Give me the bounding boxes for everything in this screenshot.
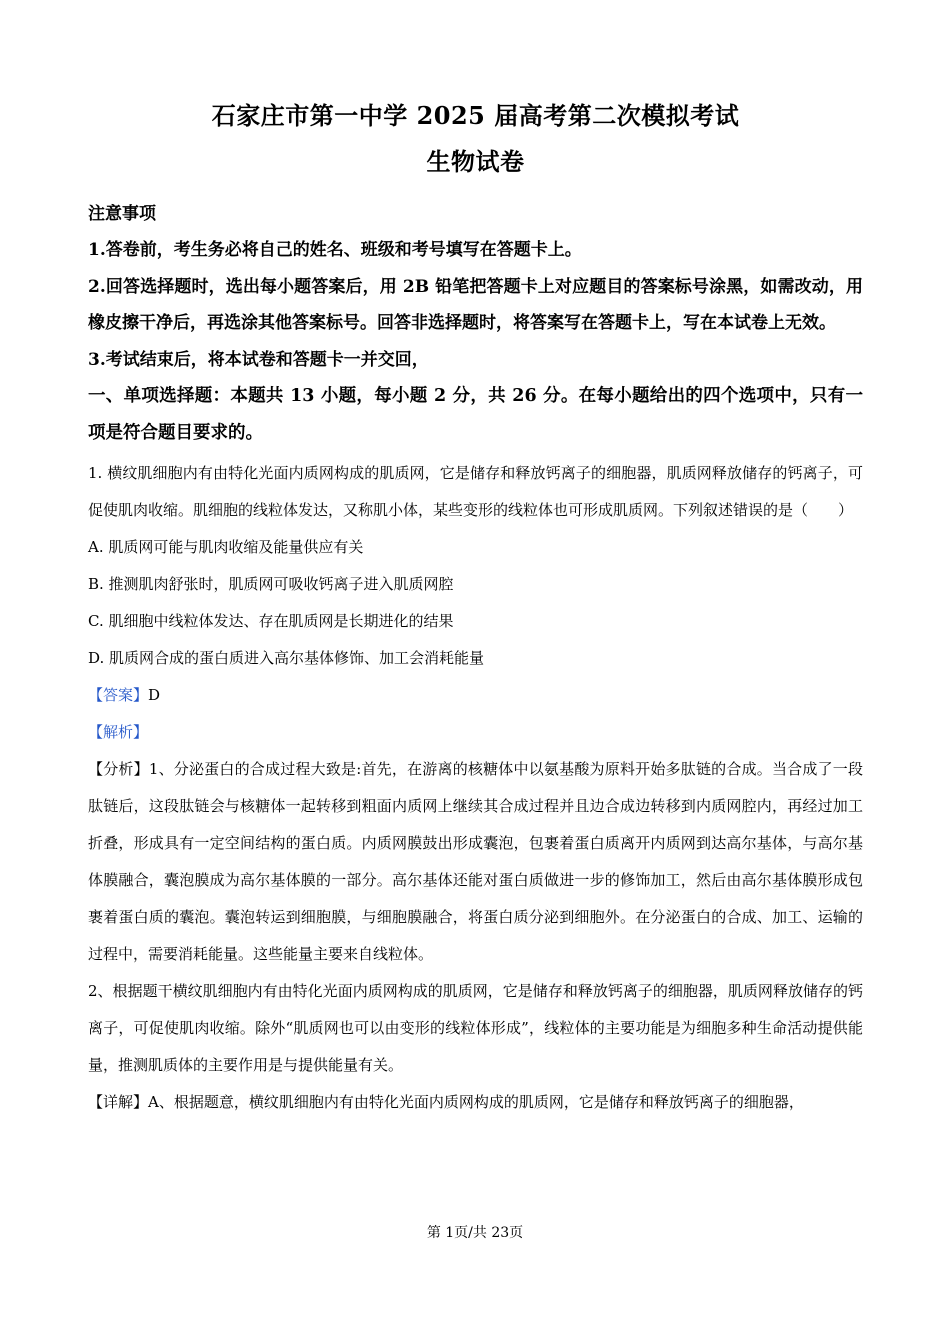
notice-heading: 注意事项 <box>88 204 156 224</box>
detail-paragraph <box>88 1084 863 1121</box>
detail-tag: 【详解】 <box>88 1093 149 1111</box>
page-footer: 第 1页/共 23页 <box>426 1225 524 1241</box>
answer-label: 【答案】 <box>88 686 149 704</box>
analysis-tag: 【分析】 <box>88 760 149 778</box>
option-d: D. 肌质网合成的蛋白质进入高尔基体修饰、加工会消耗能量 <box>88 649 485 667</box>
notice-item-2: 2.回答选择题时，选出每小题答案后，用 2B 铅笔把答题卡上对应题目的答案标号涂黑，如需改动，用橡皮擦干净后，再选涂其他答案标号。回答非选择题时，将答案写在答题卡上，写在本试卷上无效。 <box>88 276 863 333</box>
option-c: C. 肌细胞中线粒体发达、存在肌质网是长期进化的结果 <box>88 612 454 630</box>
analysis-line <box>88 714 863 751</box>
analysis-paragraph-2: 2、根据题干横纹肌细胞内有由特化光面内质网构成的肌质网，它是储存和释放钙离子的细胞器，肌质网释放储存的钙离子，可促使肌肉收缩。除外“肌质网也可以由变形的线粒体形成”，线粒体的主要功能是为细胞多种生命活动提供能量，推测肌质体的主要作用是与提供能量有关。 <box>88 982 863 1074</box>
answer-line <box>88 677 863 714</box>
option-a: A. 肌质网可能与肌肉收缩及能量供应有关 <box>88 538 364 556</box>
notice-item-1: 1.答卷前，考生务必将自己的姓名、班级和考号填写在答题卡上。 <box>88 240 582 260</box>
analysis-label: 【解析】 <box>88 723 149 741</box>
option-b: B. 推测肌肉舒张时，肌质网可吸收钙离子进入肌质网腔 <box>88 575 454 593</box>
exam-page <box>88 98 863 1121</box>
exam-subject: 生物试卷 <box>426 147 525 176</box>
answer-value: D <box>148 686 161 704</box>
exam-title: 石家庄市第一中学 2025 届高考第二次模拟考试 <box>211 101 740 130</box>
question-stem: 1. 横纹肌细胞内有由特化光面内质网构成的肌质网，它是储存和释放钙离子的细胞器，肌质网释放储存的钙离子，可促使肌肉收缩。肌细胞的线粒体发达，又称肌小体，某些变形的线粒体也可形成肌质网。下列叙述错误的是（ ） <box>88 464 863 519</box>
section-heading: 一、单项选择题：本题共 13 小题，每小题 2 分，共 26 分。在每小题给出的四个选项中，只有一项是符合题目要求的。 <box>88 386 863 443</box>
analysis-paragraph-1 <box>88 751 863 973</box>
notice-item-3: 3.考试结束后，将本试卷和答题卡一并交回， <box>88 349 429 370</box>
detail-text: A、根据题意，横纹肌细胞内有由特化光面内质网构成的肌质网，它是储存和释放钙离子的细胞器， <box>148 1093 804 1111</box>
analysis-text-1: 1、分泌蛋白的合成过程大致是:首先，在游离的核糖体中以氨基酸为原料开始多肽链的合成。当合成了一段肽链后，这段肽链会与核糖体一起转移到粗面内质网上继续其合成过程并且边合成边转移到内质网腔内，再经过加工折叠，形成具有一定空间结构的蛋白质。内质网膜鼓出形成囊泡，包裹着蛋白质离开内质网到达高尔基体，与高尔基体膜融合，囊泡膜成为高尔基体膜的一部分。高尔基体还能对蛋白质做进一步的修饰加工，然后由高尔基体膜形成包裹着蛋白质的囊泡。囊泡转运到细胞膜，与细胞膜融合，将蛋白质分泌到细胞外。在分泌蛋白的合成、加工、运输的过程中，需要消耗能量。这些能量主要来自线粒体。 <box>88 760 863 963</box>
